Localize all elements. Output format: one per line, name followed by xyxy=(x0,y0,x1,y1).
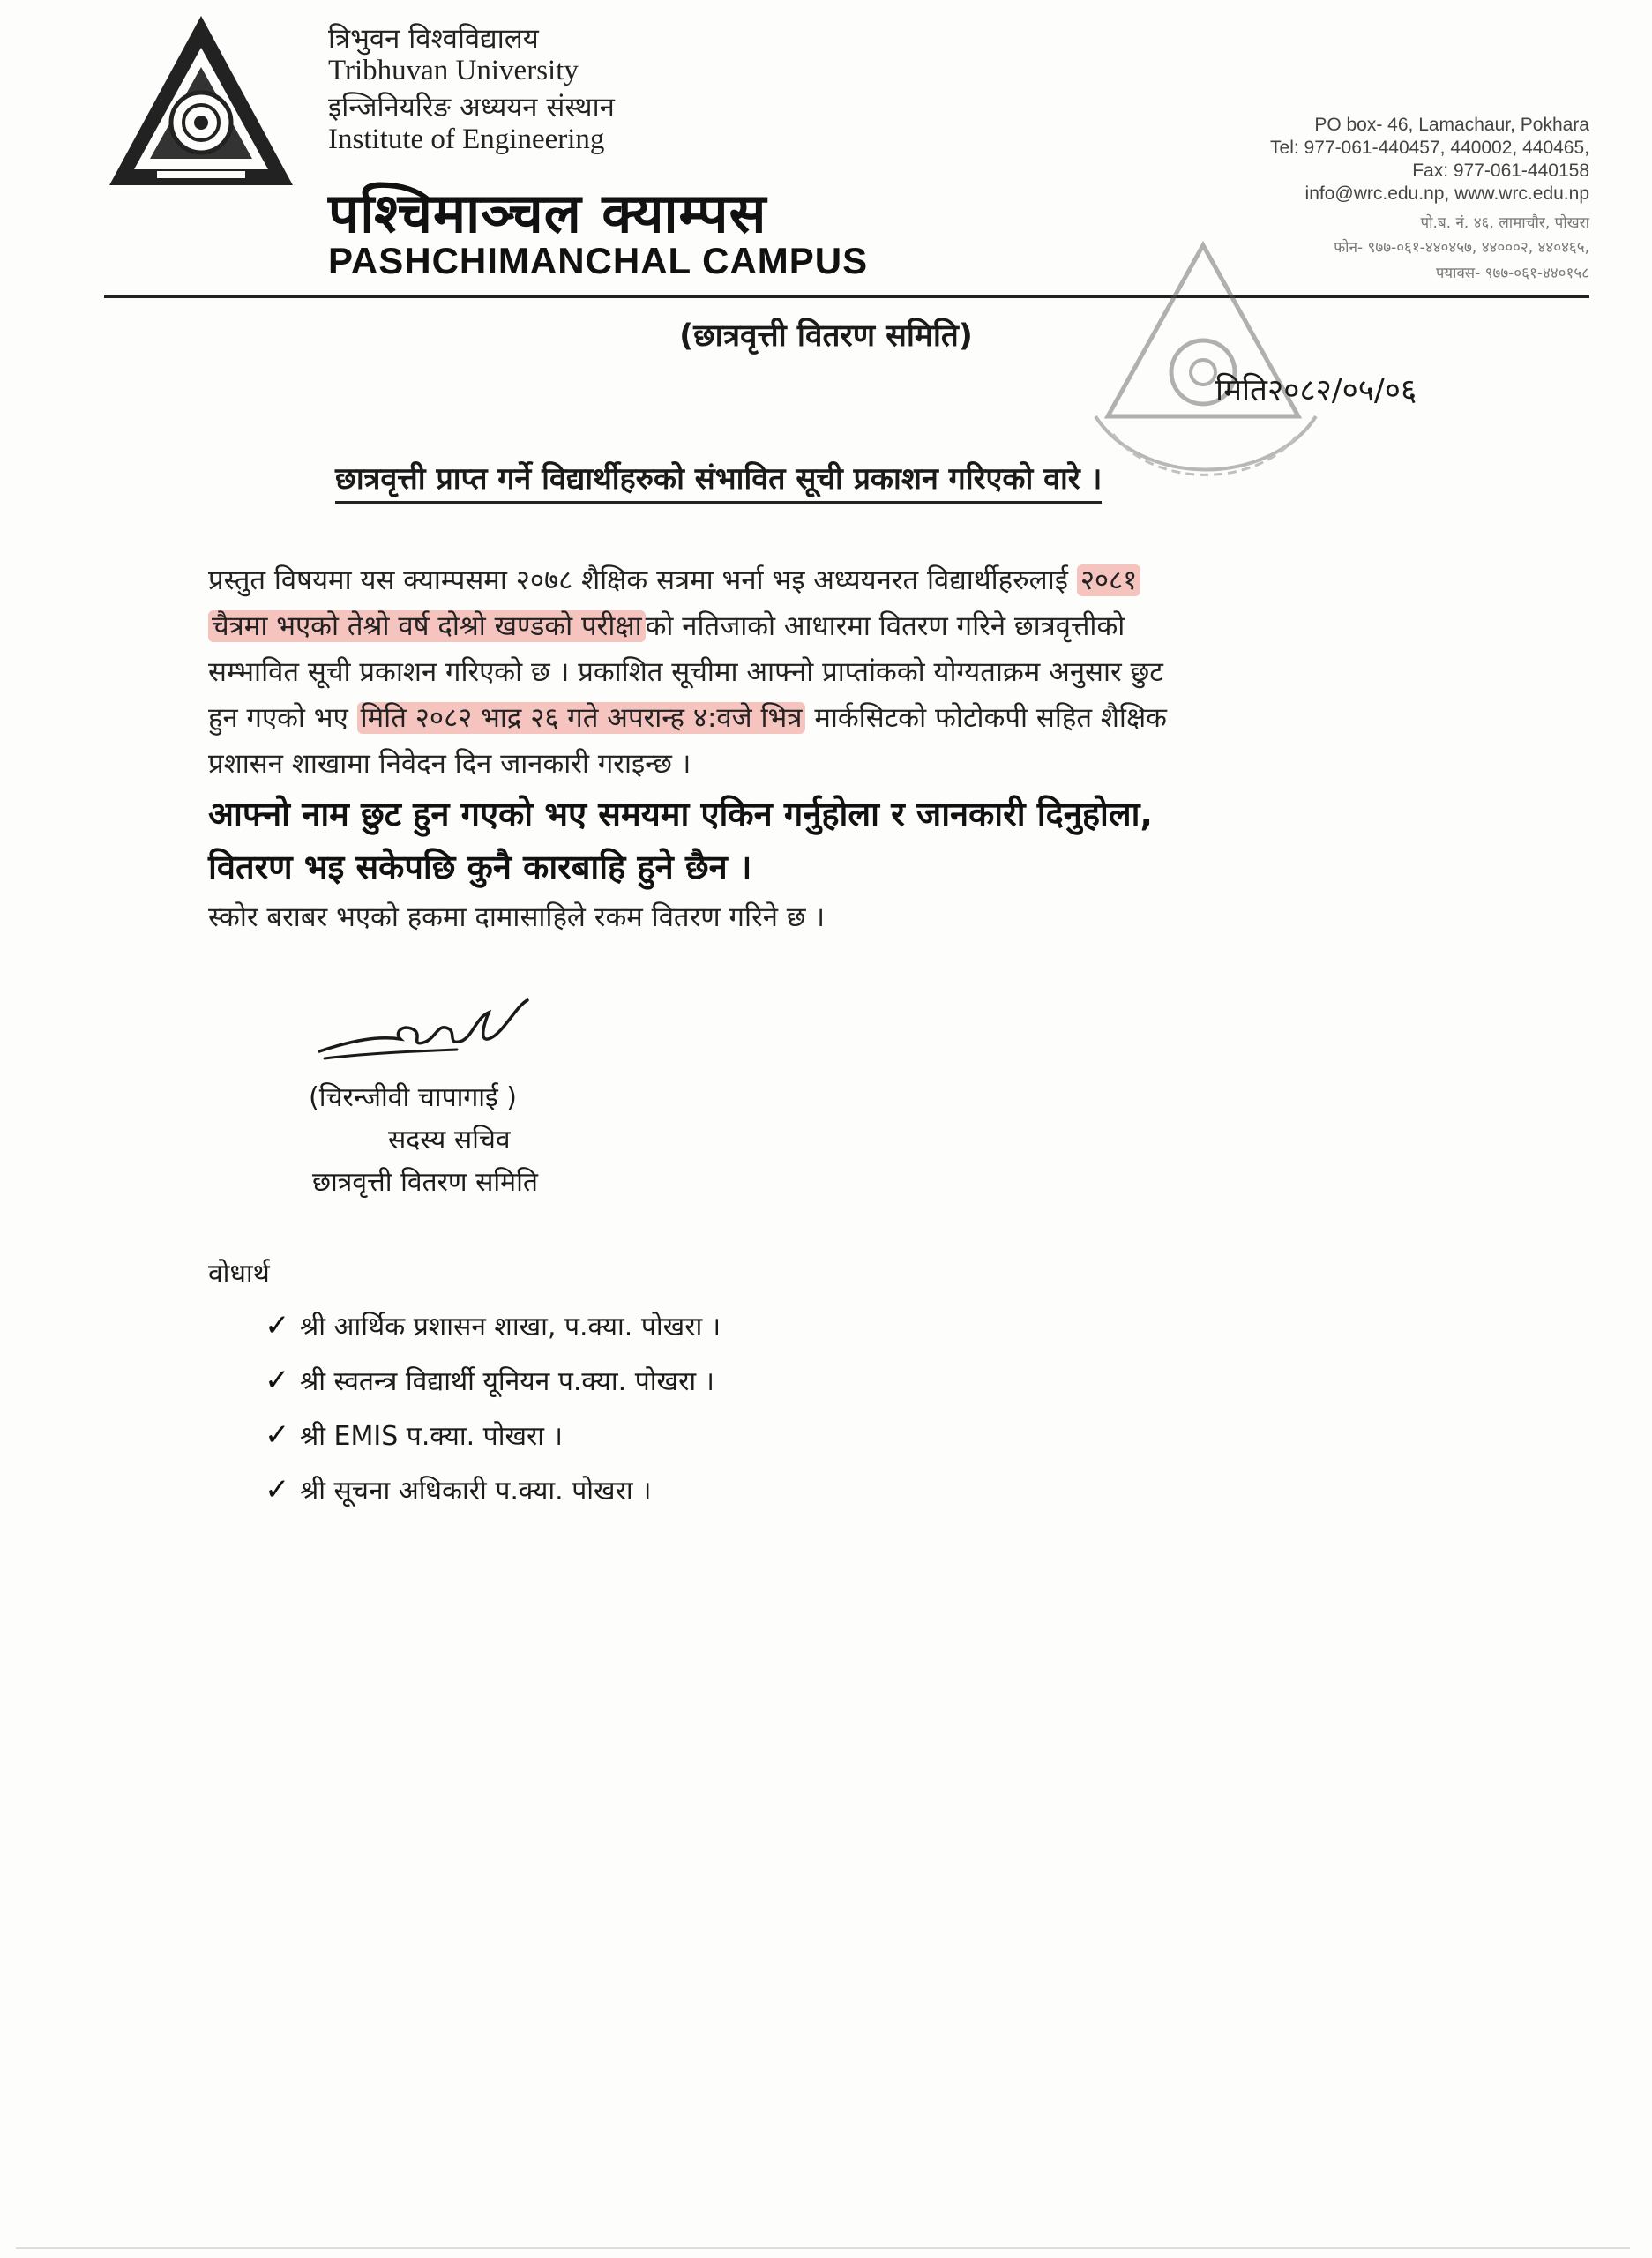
score-note: स्कोर बराबर भएको हकमा दामासाहिले रकम वितरण गरिने छ । xyxy=(208,901,826,933)
page-edge-line xyxy=(16,2247,1630,2249)
checkmark-icon: ✓ xyxy=(265,1362,290,1398)
checkmark-icon: ✓ xyxy=(265,1307,290,1343)
highlighted-text: चैत्रमा भएको तेश्रो वर्ष दोश्रो खण्डको परीक्षा xyxy=(208,610,646,642)
university-logo xyxy=(104,12,298,202)
campus-name-np: पश्चिमाञ्चल क्याम्पस xyxy=(328,181,767,245)
contact-fax: Fax: 977-061-440158 xyxy=(1412,161,1589,181)
body-line: चैत्रमा भएको तेश्रो वर्ष दोश्रो खण्डको परीक्षा को नतिजाको आधारमा वितरण गरिने छात्रवृत्तीको xyxy=(208,607,1125,644)
body-line: हुन गएको भए मिति २०८२ भाद्र २६ गते अपरान्ह ४:वजे भित्र मार्कसिटको फोटोकपी सहित शैक्षिक xyxy=(208,702,1167,734)
cc-list-item: ✓ श्री स्वतन्त्र विद्यार्थी यूनियन प.क्या. पोखरा । xyxy=(265,1362,715,1398)
contact-phone-np: फोन- ९७७-०६१-४४०४५७, ४४०००२, ४४०४६५, xyxy=(1334,239,1589,257)
date-label: मिति xyxy=(1215,373,1268,408)
body-line: प्रस्तुत विषयमा यस क्याम्पसमा २०७८ शैक्षिक सत्रमा भर्ना भइ अध्ययनरत विद्यार्थीहरुलाई २०८१ xyxy=(208,561,1140,598)
contact-po-box-np: पो.ब. नं. ४६, लामाचौर, पोखरा xyxy=(1420,214,1589,232)
signatory-committee: छात्रवृत्ती वितरण समिति xyxy=(312,1167,538,1198)
body-line: सम्भावित सूची प्रकाशन गरिएको छ । प्रकाशित सूचीमा आफ्नो प्राप्तांकको योग्यताक्रम अनुसार छुट xyxy=(208,656,1163,688)
signatory-name: (चिरन्जीवी चापागाई ) xyxy=(309,1082,518,1113)
contact-fax-np: फ्याक्स- ९७७-०६१-४४०१५८ xyxy=(1436,265,1589,282)
highlighted-text: २०८१ xyxy=(1077,564,1140,596)
cc-list-item: ✓ श्री EMIS प.क्या. पोखरा । xyxy=(265,1417,563,1453)
university-name-np: त्रिभुवन विश्वविद्यालय xyxy=(328,23,539,55)
subject-line: छात्रवृत्ती प्राप्त गर्ने विद्यार्थीहरुको संभावित सूची प्रकाशन गरिएको वारे । xyxy=(335,457,1102,504)
institute-name-np: इन्जिनियरिङ अध्ययन संस्थान xyxy=(328,92,615,123)
cc-list-item: ✓ श्री आर्थिक प्रशासन शाखा, प.क्या. पोखरा । xyxy=(265,1307,721,1343)
cc-heading: वोधार्थ xyxy=(208,1259,270,1290)
contact-email-web: info@wrc.edu.np, www.wrc.edu.np xyxy=(1304,183,1589,204)
contact-tel: Tel: 977-061-440457, 440002, 440465, xyxy=(1270,138,1589,158)
body-line: प्रशासन शाखामा निवेदन दिन जानकारी गराइन्छ । xyxy=(208,748,691,780)
notice-bold-line: आफ्नो नाम छुट हुन गएको भए समयमा एकिन गर्नुहोला र जानकारी दिनुहोला, xyxy=(208,795,1153,834)
contact-po-box: PO box- 46, Lamachaur, Pokhara xyxy=(1314,115,1589,135)
notice-bold-line: वितरण भइ सकेपछि कुनै कारबाहि हुने छैन । xyxy=(208,848,752,886)
institute-name-en: Institute of Engineering xyxy=(328,123,605,155)
date xyxy=(1215,369,1417,410)
signatory-title: सदस्य सचिव xyxy=(388,1125,511,1155)
signature xyxy=(316,997,536,1076)
committee-heading: (छात्रवृत्ती वितरण समिति) xyxy=(679,318,973,354)
checkmark-icon: ✓ xyxy=(265,1471,290,1507)
university-name-en: Tribhuvan University xyxy=(328,55,579,86)
checkmark-icon: ✓ xyxy=(265,1417,290,1453)
cc-list-item: ✓ श्री सूचना अधिकारी प.क्या. पोखरा । xyxy=(265,1471,652,1507)
date-value: २०८२/०५/०६ xyxy=(1267,373,1417,408)
letterhead-divider xyxy=(104,295,1589,298)
campus-name-en: PASHCHIMANCHAL CAMPUS xyxy=(328,240,869,281)
highlighted-deadline: मिति २०८२ भाद्र २६ गते अपरान्ह ४:वजे भित्र xyxy=(357,702,806,734)
